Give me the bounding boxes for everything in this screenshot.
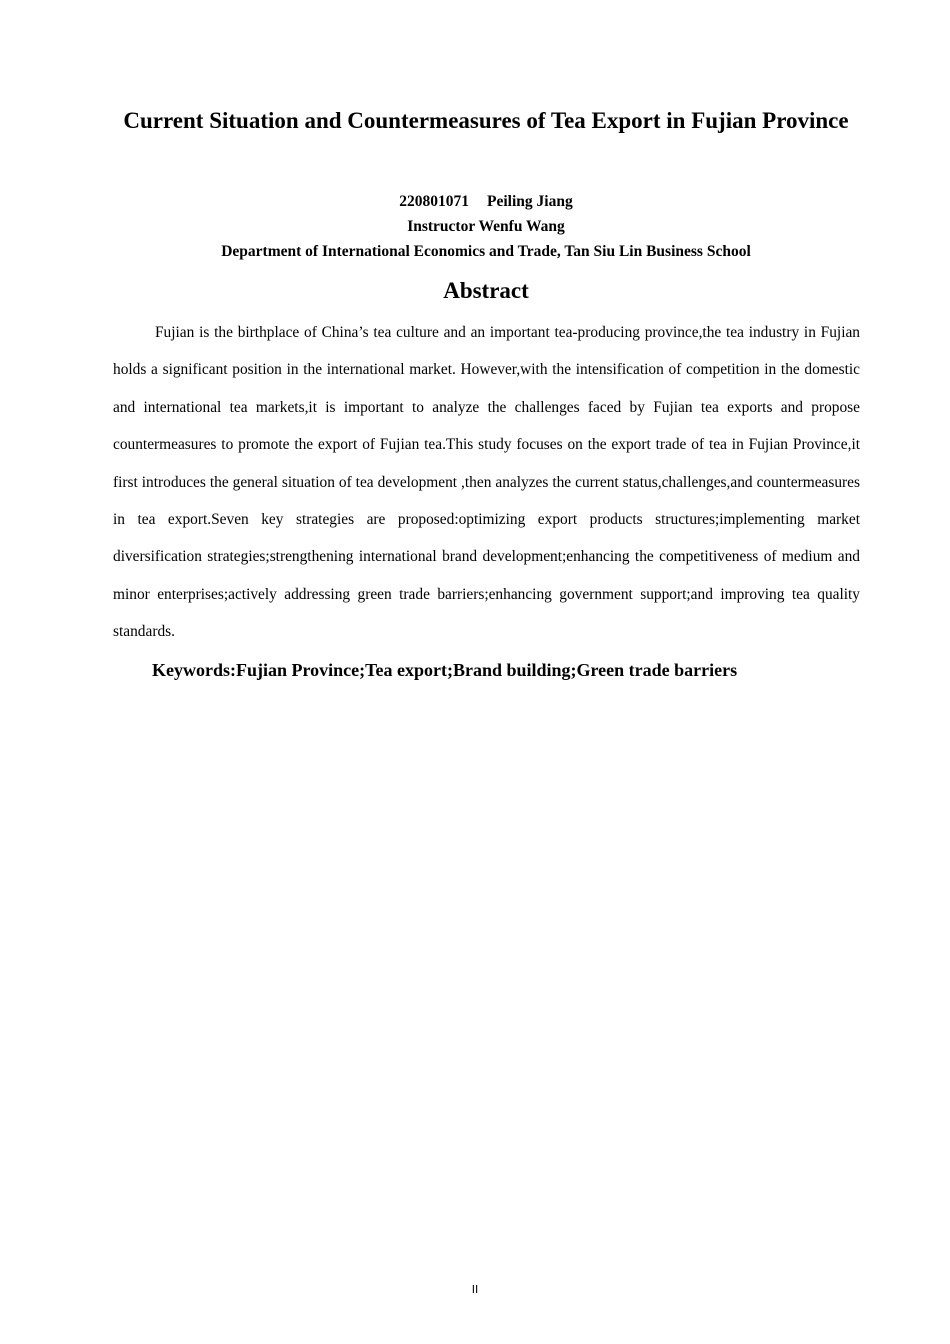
student-id: 220801071	[399, 193, 470, 210]
department-line: Department of International Economics and Trade, Tan Siu Lin Business School	[221, 243, 751, 260]
abstract-heading: Abstract	[443, 278, 529, 303]
abstract-body: Fujian is the birthplace of China’s tea culture and an important tea-producing province,the tea industry in Fujian holds a significant position in the international market. However,with the intensification of competition in the domestic and international tea markets,it is important to analyze the challenges faced by Fujian tea exports and propose countermeasures to promote the export of Fujian tea.This study focuses on the export trade of tea in Fujian Province,it first introduces the general situation of tea development ,then analyzes the current status,challenges,and countermeasures in tea export.Seven key strategies are proposed:optimizing export products structures;implementing market diversification strategies;strengthening international brand development;enhancing the competitiveness of medium and minor enterprises;actively addressing green trade barriers;enhancing government support;and improving tea quality standards.	[113, 324, 860, 641]
paper-title: Current Situation and Countermeasures of Tea Export in Fujian Province	[123, 108, 849, 133]
page-number: II	[471, 1283, 479, 1296]
author-line	[100, 192, 872, 212]
keywords-line: Keywords:Fujian Province;Tea export;Brand building;Green trade barriers	[152, 660, 738, 680]
instructor-line: Instructor Wenfu Wang	[407, 218, 565, 235]
author-name: Peiling Jiang	[487, 193, 573, 210]
